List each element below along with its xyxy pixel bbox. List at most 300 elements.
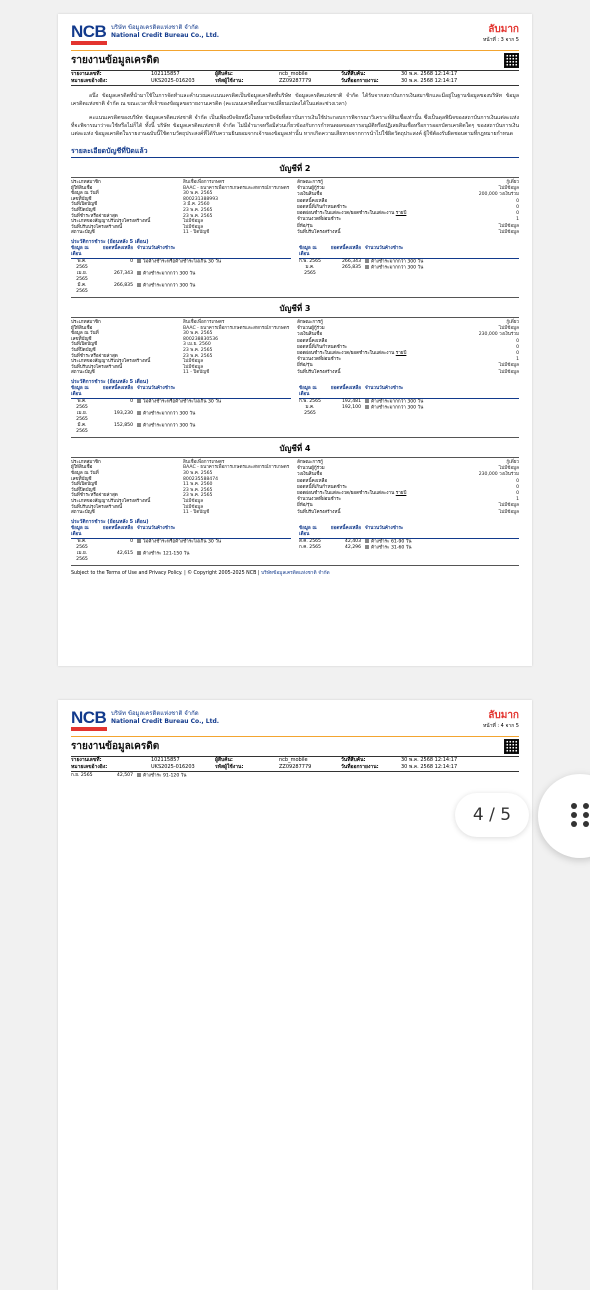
field-label: วันที่ปรับโครงสร้างหนี้: [297, 369, 341, 375]
field-label: ยอดหนี้คงเหลือ: [297, 198, 328, 204]
status-box-icon: [137, 411, 141, 415]
field-label: วันที่ปรับโครงสร้างหนี้: [297, 229, 341, 235]
reference-number: UKS2025-016203: [151, 78, 195, 84]
field-label-text: ยอดผ่อนชำระในแต่ละงวด/ยอดชำระในแต่ละงาน: [297, 351, 395, 356]
field-label: วันที่เปิดบัญชี: [71, 482, 98, 488]
field-value: 0: [516, 478, 519, 484]
history-status: [137, 259, 291, 271]
history-col-days: จำนวนวันค้างชำระ: [137, 245, 176, 251]
field-value: 11 - ปิดบัญชี: [183, 510, 210, 516]
field-label: วันที่ชำระหรือจ่ายล่าสุด: [71, 213, 118, 219]
field-value: 30 พ.ค. 2565: [183, 471, 213, 477]
field-value: 23 พ.ค. 2565: [183, 487, 213, 493]
field-label: ยี่ห้อ/รุ่น: [297, 363, 313, 369]
info-label: วันที่ออกรายงาน:: [341, 78, 379, 84]
field-value: ไม่มีข้อมูล: [498, 363, 519, 369]
history-month: มี.ค. 2565: [76, 282, 88, 294]
history-status: [137, 283, 291, 295]
report-number: 102115857: [151, 71, 180, 77]
history-balance: 192,100: [342, 405, 361, 411]
dots-glyph: [571, 803, 590, 827]
field-label: ผู้ให้สินเชื่อ: [71, 465, 93, 471]
field-label: วันที่เปิดบัญชี: [71, 202, 98, 208]
history-month: ก.พ. 2565: [299, 398, 321, 404]
field-value: ไม่มีข้อมูล: [183, 364, 204, 370]
field-value: กู้เดี่ยว: [506, 180, 519, 185]
field-label: วันที่เปิดบัญชี: [71, 342, 98, 348]
report-header: [71, 708, 519, 734]
field-value: 0: [516, 204, 519, 210]
page-number: หน้าที่ : 3 จาก 5: [483, 37, 519, 43]
history-status-text: ค้างชำระ 121-150 วัน: [143, 551, 190, 557]
history-col-days: จำนวนวันค้างชำระ: [365, 525, 404, 531]
print-date: 30 พ.ค. 2568 12:14:17: [401, 78, 458, 84]
info-label: รายงานเลขที่:: [71, 71, 102, 77]
field-value: ไม่มีข้อมูล: [183, 224, 204, 230]
history-status: [365, 265, 519, 277]
field-value: ไม่มีข้อมูล: [498, 503, 519, 509]
field-label-text: ยอดผ่อนชำระในแต่ละงวด/ยอดชำระในแต่ละงาน: [297, 211, 395, 217]
report-title: รายงานข้อมูลเครดิต: [71, 741, 160, 752]
history-header: [71, 526, 291, 539]
field-label: ยอดหนี้ที่เกินกำหนดชำระ: [297, 344, 348, 350]
field-label: วันที่ปรับปรุงโครงสร้างหนี้: [71, 364, 123, 370]
section-divider: [71, 157, 519, 158]
field-value: สินเชื่อเพื่อการเกษตร: [183, 180, 225, 185]
history-balance: 265,835: [342, 265, 361, 271]
field-value: 200,000 วงเงินร่วม: [478, 192, 519, 198]
field-label: ยอดหนี้คงเหลือ: [297, 478, 328, 484]
field-label-text: ยอดผ่อนชำระในแต่ละงวด/ยอดชำระในแต่ละงาน: [297, 490, 395, 496]
status-box-icon: [365, 259, 369, 263]
accounts-list: [71, 162, 519, 566]
field-value: สินเชื่อเพื่อการเกษตร: [183, 319, 225, 325]
field-value: ไม่มีข้อมูล: [183, 499, 204, 505]
account-left-col: [71, 320, 293, 376]
report-page-3: [58, 14, 532, 666]
history-col-month: ข้อมูล ณ เดือน: [71, 525, 89, 537]
field-value: 23 พ.ค. 2565: [183, 207, 213, 213]
status-box-icon: [365, 405, 369, 409]
history-status-text: ค้างชำระมากกว่า 300 วัน: [371, 399, 424, 405]
info-label: ผู้สืบค้น:: [215, 71, 233, 77]
field-value: 0: [516, 211, 519, 217]
history-col-month: ข้อมูล ณ เดือน: [71, 385, 89, 397]
field-label: ยอดหนี้ที่เกินกำหนดชำระ: [297, 484, 348, 490]
disclaimer-paragraph-2: คะแนนเครดิตของบริษัท ข้อมูลเครดิตแห่งชาติ จำกัด เป็นเพียงปัจจัยหนึ่งในหลายปัจจัยที่สถาบันการเงินใช้ประกอบการพิจารณาวิเคราะห์สินเชื่อเท่านั้น ซึ่งเป็นดุลพินิจของสถาบันการเงินแต่ละแห่งที่จะพิจารณาว่าจะใช้หรือไม่ก็ได้ ทั้งนี้ บริษัท ข้อมูลเครดิตแห่งชาติ จำกัด ไม่มีอำนาจหรือมีส่วนเกี่ยวข้องกับการกำหนดผลของการอนุมัติหรือปฏิเสธสินเชื่อหรือการออกบัตรเครดิตใดๆ ของสถาบันการเงินแต่ละแห่ง ข้อมูลเครดิตในรายงานฉบับนี้ใช้ตามวัตถุประสงค์ที่ได้รับความยินยอมจากเจ้าของข้อมูลเท่านั้น หากเกิดความเสียหายจากการนำไปใช้ผิดวัตถุประสงค์ ผู้ใช้ต้องรับผิดชอบตามที่กฎหมายกำหนด: [71, 115, 519, 137]
info-label: รหัสผู้ใช้งาน:: [215, 764, 244, 770]
history-status-text: ค้างชำระมากกว่า 300 วัน: [371, 259, 424, 265]
account-details: [71, 177, 519, 298]
history-col-balance: ยอดหนี้คงเหลือ: [102, 385, 133, 391]
report-info: [71, 70, 519, 86]
field-value: 11 - ปิดบัญชี: [183, 370, 210, 376]
account-left-col: [71, 180, 293, 236]
field-value: 800231388993: [183, 196, 219, 202]
field-value: 1: [516, 357, 519, 363]
account-title: บัญชีที่ 4: [279, 443, 311, 453]
field-label: จำนวนผู้กู้ร่วม: [297, 466, 325, 472]
history-table: [299, 246, 519, 295]
field-label: วันที่ชำระหรือจ่ายล่าสุด: [71, 493, 118, 499]
account-right-col: [297, 320, 519, 376]
history-balance: 193,230: [114, 410, 133, 416]
field-label: ยอดหนี้ที่เกินกำหนดชำระ: [297, 204, 348, 210]
field-value: 800238830536: [183, 336, 219, 342]
footer: [71, 569, 519, 577]
history-status-text: ค้างชำระมากกว่า 300 วัน: [143, 271, 196, 277]
company-name-th: บริษัท ข้อมูลเครดิตแห่งชาติ จำกัด: [111, 24, 199, 31]
history-month: ม.ค. 2565: [304, 265, 316, 277]
field-value: ไม่มีข้อมูล: [183, 219, 204, 225]
field-value: 30 พ.ค. 2565: [183, 331, 213, 337]
history-balance: 42,507: [116, 773, 133, 778]
field-label: จำนวนผู้กู้ร่วม: [297, 326, 325, 332]
history-status: [137, 551, 291, 563]
report-header: [71, 22, 519, 48]
history-status: [137, 399, 291, 411]
qr-code-icon: [504, 53, 519, 68]
history-row: [71, 259, 291, 271]
account-block: [71, 442, 519, 566]
report-title: รายงานข้อมูลเครดิต: [71, 55, 160, 66]
field-label: วันที่ปรับปรุงโครงสร้างหนี้: [71, 504, 123, 510]
field-label: เลขที่บัญชี: [71, 476, 92, 482]
history-header: [299, 386, 519, 399]
history-balance: 0: [130, 398, 133, 404]
field-label: ข้อมูล ณ วันที่: [71, 191, 99, 197]
history-status-text: ค้างชำระมากกว่า 300 วัน: [371, 405, 424, 411]
history-col-month: ข้อมูล ณ เดือน: [299, 525, 317, 537]
footer-link[interactable]: บริษัทข้อมูลเครดิตแห่งชาติ จำกัด: [261, 570, 330, 576]
field-label: ลักษณะการกู้: [297, 459, 323, 465]
account-right-col: [297, 460, 519, 516]
history-balance: 266,343: [342, 258, 361, 264]
history-balance: 192,481: [342, 398, 361, 404]
account-title: บัญชีที่ 2: [279, 164, 311, 173]
field-label: ข้อมูล ณ วันที่: [71, 331, 99, 337]
history-table: [299, 526, 519, 563]
history-header: [71, 246, 291, 259]
field-label: ประเภทสมาชิก: [71, 459, 101, 465]
history-row: [71, 551, 291, 563]
header-divider: [71, 736, 519, 737]
field-label: ประเภทของสัญญาปรับปรุงโครงสร้างหนี้: [71, 359, 151, 365]
account-right-col: [297, 180, 519, 236]
status-box-icon: [137, 259, 141, 263]
account-grid: [71, 460, 519, 516]
inquiry-date: 30 พ.ค. 2568 12:14:17: [401, 757, 458, 763]
history-col-month: ข้อมูล ณ เดือน: [299, 245, 317, 257]
status-box-icon: [137, 399, 141, 403]
history-month: มี.ค. 2565: [76, 422, 88, 434]
field-value: ไม่มีข้อมูล: [183, 504, 204, 510]
history-balance: 42,403: [344, 538, 361, 544]
field-label: จำนวนผู้กู้ร่วม: [297, 186, 325, 192]
field-label: วงเงินสินเชื่อ: [297, 192, 323, 198]
member-value: ncb_mobile: [279, 71, 308, 77]
account-divider: [71, 437, 519, 438]
field-label: วันที่ปรับโครงสร้างหนี้: [297, 509, 341, 515]
field-label: ยี่ห้อ/รุ่น: [297, 223, 313, 229]
status-box-icon: [137, 539, 141, 543]
history-status-text: ไม่ค้างชำระหรือค้างชำระไม่เกิน 30 วัน: [143, 539, 221, 545]
field-value: ไม่มีข้อมูล: [498, 369, 519, 375]
report-number: 102115857: [151, 757, 180, 763]
field-label: วันที่ปิดบัญชี: [71, 487, 96, 493]
history-header: [299, 246, 519, 259]
history-month: เม.ย. 2565: [76, 270, 88, 282]
payment-history: [71, 526, 519, 563]
field-label: จำนวนงวดที่ผ่อนชำระ: [297, 357, 342, 363]
account-block: [71, 302, 519, 438]
history-balance: 0: [130, 538, 133, 544]
field-value: 3 มี.ค. 2560: [183, 202, 210, 208]
payment-history: [71, 386, 519, 435]
company-name-en: National Credit Bureau Co., Ltd.: [111, 32, 220, 39]
history-month: ม.ค. 2565: [304, 405, 316, 417]
payment-history-title: ประวัติการชำระ (ย้อนหลัง 5 เดือน): [71, 378, 149, 385]
status-box-icon: [365, 539, 369, 543]
history-month: พ.ค. 2565: [76, 258, 88, 270]
history-balance: 267,343: [114, 270, 133, 276]
history-month: พ.ค. 2565: [76, 538, 88, 550]
history-col-balance: ยอดหนี้คงเหลือ: [330, 245, 361, 251]
history-row: [299, 545, 519, 552]
history-month: ก.พ. 2565: [299, 258, 321, 264]
history-status: [365, 405, 519, 417]
field-value: 230,000 วงเงินร่วม: [478, 472, 519, 478]
print-date: 30 พ.ค. 2568 12:14:17: [401, 764, 458, 770]
field-value: ไม่มีข้อมูล: [498, 186, 519, 192]
history-status: [137, 773, 281, 780]
info-label: หมายเลขอ้างอิง:: [71, 764, 108, 770]
field-label: ประเภทสมาชิก: [71, 319, 101, 325]
history-row: [71, 773, 281, 780]
status-box-icon: [137, 773, 141, 777]
field-value: BAAC - ธนาคารเพื่อการเกษตรและสหกรณ์การเกษตร: [183, 185, 290, 191]
field-label: ผู้ให้สินเชื่อ: [71, 185, 93, 191]
field-label: เลขที่บัญชี: [71, 196, 92, 202]
status-box-icon: [365, 265, 369, 269]
header-divider: [71, 50, 519, 51]
company-name: [111, 710, 219, 726]
history-status-text: ค้างชำระมากกว่า 300 วัน: [143, 283, 196, 289]
payment-history-title: ประวัติการชำระ (ย้อนหลัง 5 เดือน): [71, 518, 149, 525]
history-row: [71, 399, 291, 411]
field-value: ไม่มีข้อมูล: [498, 326, 519, 332]
inquiry-date: 30 พ.ค. 2568 12:14:17: [401, 71, 458, 77]
company-name: [111, 24, 219, 40]
history-col-days: จำนวนวันค้างชำระ: [365, 385, 404, 391]
history-col-month: ข้อมูล ณ เดือน: [299, 385, 317, 397]
history-row: [299, 405, 519, 417]
field-value: ไม่มีข้อมูล: [498, 466, 519, 472]
installment-period-link[interactable]: รายปี: [395, 490, 407, 496]
history-header: [71, 386, 291, 399]
status-box-icon: [137, 551, 141, 555]
field-label: ลักษณะการกู้: [297, 180, 323, 185]
payment-history-title: ประวัติการชำระ (ย้อนหลัง 5 เดือน): [71, 238, 149, 245]
field-label: ประเภทของสัญญาปรับปรุงโครงสร้างหนี้: [71, 499, 151, 505]
field-value: BAAC - ธนาคารเพื่อการเกษตรและสหกรณ์การเกษตร: [183, 325, 290, 331]
grid-dots-icon[interactable]: [538, 774, 590, 858]
history-status-text: ไม่ค้างชำระหรือค้างชำระไม่เกิน 30 วัน: [143, 259, 221, 265]
field-label: วันที่ปรับปรุงโครงสร้างหนี้: [71, 224, 123, 230]
field-value: 23 พ.ค. 2565: [183, 347, 213, 353]
account-block: [71, 162, 519, 298]
logo-underline: [71, 727, 107, 731]
history-table: [299, 386, 519, 435]
history-status-text: ค้างชำระมากกว่า 300 วัน: [143, 411, 196, 417]
history-col-days: จำนวนวันค้างชำระ: [137, 525, 176, 531]
field-label: สถานะบัญชี: [71, 510, 95, 516]
account-details: [71, 317, 519, 438]
history-balance: 42,296: [344, 545, 361, 551]
field-label: วันที่ชำระหรือจ่ายล่าสุด: [71, 353, 118, 359]
history-status: [137, 539, 291, 551]
history-table: [71, 386, 291, 435]
history-table: [71, 246, 291, 295]
field-label: จำนวนงวดที่ผ่อนชำระ: [297, 217, 342, 223]
field-value: 11 - ปิดบัญชี: [183, 230, 210, 236]
history-month: ก.ค. 2565: [299, 545, 321, 551]
info-label: ผู้สืบค้น:: [215, 757, 233, 763]
field-value: 23 พ.ค. 2565: [183, 353, 213, 359]
info-label: วันที่สืบค้น:: [341, 71, 366, 77]
field-value: 11 พ.ค. 2560: [183, 482, 213, 488]
history-status: [137, 271, 291, 283]
footer-text: Subject to the Terms of Use and Privacy Policy. | © Copyright 2005-2025 NCB |: [71, 570, 260, 576]
status-box-icon: [365, 399, 369, 403]
company-name-th: บริษัท ข้อมูลเครดิตแห่งชาติ จำกัด: [111, 710, 199, 717]
history-balance: 266,835: [114, 282, 133, 288]
field-label: ข้อมูล ณ วันที่: [71, 471, 99, 477]
history-col-month: ข้อมูล ณ เดือน: [71, 245, 89, 257]
history-balance: 0: [130, 258, 133, 264]
status-box-icon: [137, 271, 141, 275]
history-col-balance: ยอดหนี้คงเหลือ: [102, 245, 133, 251]
reference-number: UKS2025-016203: [151, 764, 195, 770]
history-status: [137, 411, 291, 423]
field-label: วงเงินสินเชื่อ: [297, 332, 323, 338]
history-row: [71, 271, 291, 283]
history-col-balance: ยอดหนี้คงเหลือ: [102, 525, 133, 531]
field-value: สินเชื่อเพื่อการเกษตร: [183, 459, 225, 465]
account-divider: [71, 297, 519, 298]
history-month: ก.ย. 2565: [71, 773, 93, 778]
history-status: [137, 423, 291, 435]
history-col-balance: ยอดหนี้คงเหลือ: [330, 385, 361, 391]
field-label: วงเงินสินเชื่อ: [297, 472, 323, 478]
history-status-text: ค้างชำระมากกว่า 300 วัน: [371, 265, 424, 271]
account-left-col: [71, 460, 293, 516]
ncb-logo: NCB: [71, 22, 107, 41]
status-box-icon: [137, 423, 141, 427]
field-value: 1: [516, 497, 519, 503]
qr-code-icon: [504, 739, 519, 754]
history-row: [71, 411, 291, 423]
history-row: [299, 265, 519, 277]
history-col-days: จำนวนวันค้างชำระ: [137, 385, 176, 391]
field-value: 0: [516, 198, 519, 204]
history-status: [365, 545, 519, 552]
company-name-en: National Credit Bureau Co., Ltd.: [111, 718, 220, 725]
history-row: [71, 283, 291, 295]
logo-underline: [71, 41, 107, 45]
history-header: [299, 526, 519, 539]
page-number: หน้าที่ : 4 จาก 5: [483, 723, 519, 729]
report-info: [71, 756, 519, 772]
field-value: 30 พ.ค. 2565: [183, 191, 213, 197]
field-value: 0: [516, 338, 519, 344]
field-value: 23 พ.ค. 2565: [183, 213, 213, 219]
history-status-text: ค้างชำระมากกว่า 300 วัน: [143, 423, 196, 429]
field-value: ไม่มีข้อมูล: [498, 229, 519, 235]
history-balance: 152,850: [114, 422, 133, 428]
field-value: 0: [516, 351, 519, 356]
field-label: จำนวนงวดที่ผ่อนชำระ: [297, 497, 342, 503]
info-label: รายงานเลขที่:: [71, 757, 102, 763]
status-box-icon: [137, 283, 141, 287]
history-month: เม.ย. 2565: [76, 550, 88, 562]
field-label: เลขที่บัญชี: [71, 336, 92, 342]
field-value: BAAC - ธนาคารเพื่อการเกษตรและสหกรณ์การเกษตร: [183, 465, 290, 471]
field-label: ยี่ห้อ/รุ่น: [297, 503, 313, 509]
payment-history: [71, 246, 519, 295]
field-value: ไม่มีข้อมูล: [183, 359, 204, 365]
field-value: ไม่มีข้อมูล: [498, 509, 519, 515]
history-status-text: ค้างชำระ 31-60 วัน: [371, 545, 412, 551]
disclaimer-paragraph-1: อนึ่ง ข้อมูลเครดิตที่นำมาใช้ในการจัดทำและคำนวณคะแนนเครดิตเป็นข้อมูลเครดิตที่บริษัท ข้อมูลเครดิตแห่งชาติ จำกัด ได้รับจากสถาบันการเงินสมาชิกและมีอยู่ในฐานข้อมูลของบริษัท ข้อมูลเครดิตแห่งชาติ จำกัด ณ ขณะเวลาที่เจ้าของข้อมูลขอรายงานเครดิต (คะแนนเครดิตนั้นอาจเปลี่ยนแปลงได้ในแต่ละช่วงเวลา): [71, 93, 519, 107]
field-label: สถานะบัญชี: [71, 370, 95, 376]
info-label: วันที่ออกรายงาน:: [341, 764, 379, 770]
account-title: บัญชีที่ 3: [279, 303, 311, 313]
info-label: รหัสผู้ใช้งาน:: [215, 78, 244, 84]
field-value: กู้เดี่ยว: [506, 459, 519, 465]
history-col-days: จำนวนวันค้างชำระ: [365, 245, 404, 251]
field-value: 0: [516, 344, 519, 350]
history-status-text: ไม่ค้างชำระหรือค้างชำระไม่เกิน 30 วัน: [143, 399, 221, 405]
page-counter: 4 / 5: [455, 793, 529, 837]
field-value: 3 เม.ย. 2560: [183, 342, 211, 348]
field-value: 0: [516, 484, 519, 490]
history-status-text: ค้างชำระ 91-120 วัน: [143, 773, 187, 779]
field-label: ประเภทสมาชิก: [71, 180, 101, 185]
status-box-icon: [365, 545, 369, 549]
field-value: 0: [516, 490, 519, 496]
field-label: วันที่ปิดบัญชี: [71, 347, 96, 353]
field-value: 23 พ.ค. 2565: [183, 493, 213, 499]
installment-period-link[interactable]: รายปี: [395, 351, 407, 356]
field-value: 230,000 วงเงินร่วม: [478, 332, 519, 338]
history-month: พ.ค. 2565: [76, 398, 88, 410]
confidential-label: ลับมาก: [488, 710, 519, 721]
ncb-logo: NCB: [71, 708, 107, 727]
history-row: [71, 423, 291, 435]
installment-period-link[interactable]: รายปี: [395, 211, 407, 217]
field-label: ยอดหนี้คงเหลือ: [297, 338, 328, 344]
history-balance: 42,615: [116, 550, 133, 556]
history-month: เม.ย. 2565: [76, 410, 88, 422]
account-details: [71, 457, 519, 566]
account-divider: [71, 565, 519, 566]
history-table: [71, 526, 291, 563]
member-value: ncb_mobile: [279, 757, 308, 763]
user-id: ZZ09287779: [279, 764, 312, 770]
field-value: กู้เดี่ยว: [506, 319, 519, 325]
field-value: 800235588474: [183, 476, 219, 482]
